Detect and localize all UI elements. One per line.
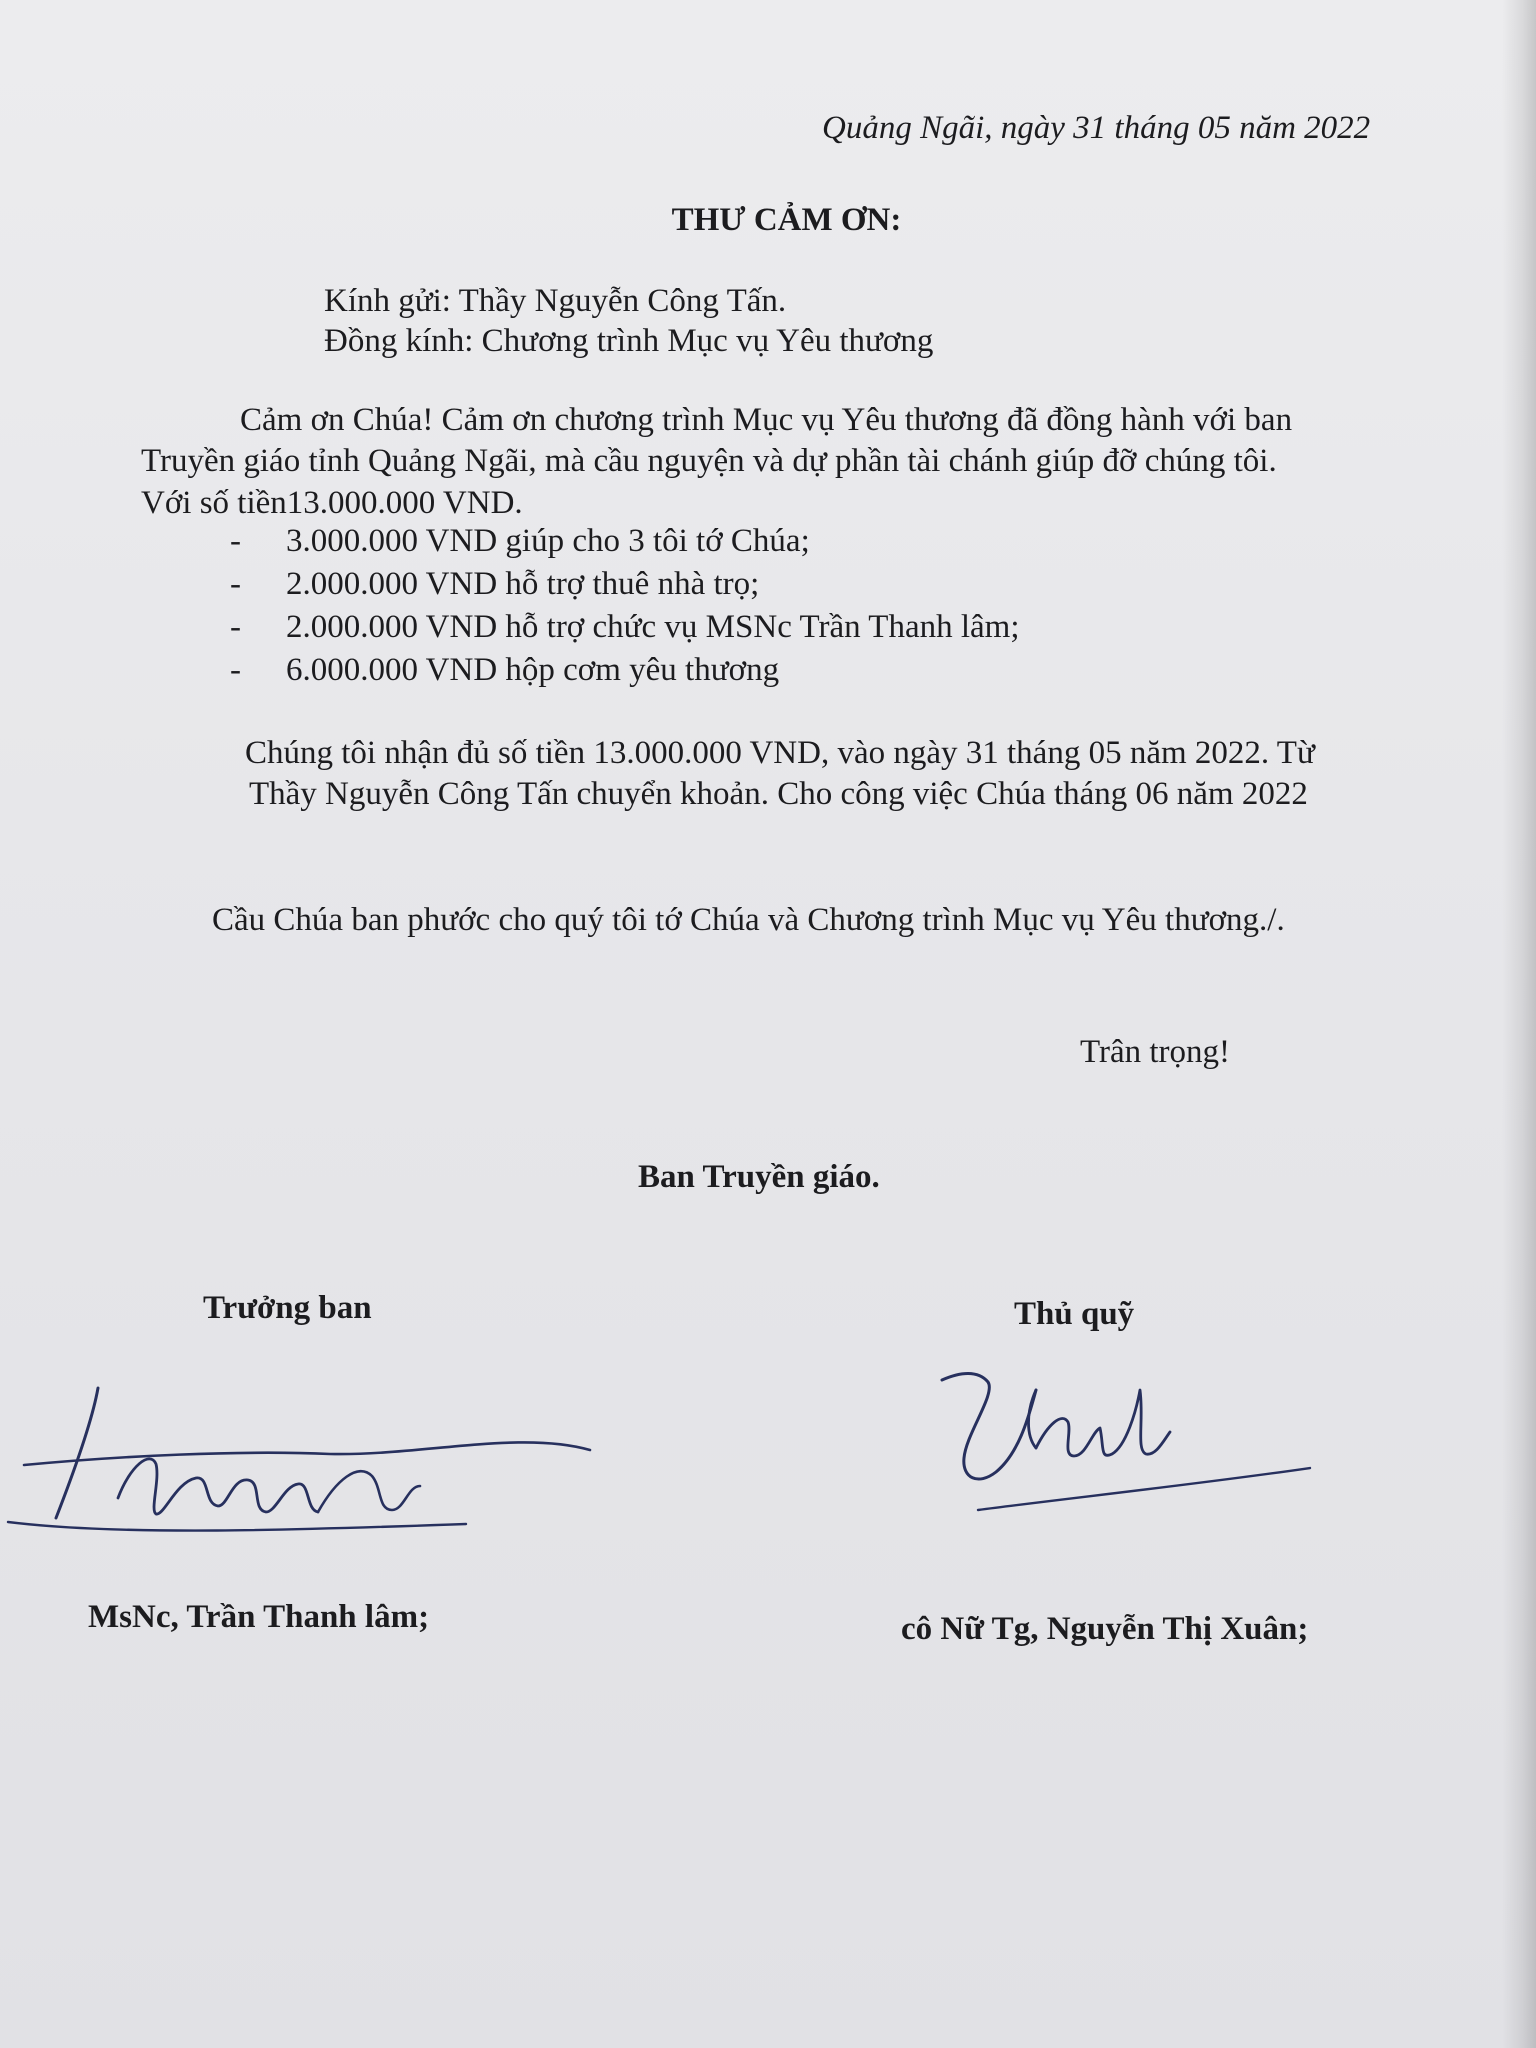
letter-title: THƯ CẢM ƠN: bbox=[671, 202, 902, 238]
left-signatory-name: MsNc, Trần Thanh lâm; bbox=[88, 1599, 430, 1635]
right-signatory-role: Thủ quỹ bbox=[1014, 1296, 1135, 1332]
body-paragraph-1-line-2: Truyền giáo tỉnh Quảng Ngãi, mà cầu nguyện và dự phần tài chánh giúp đỡ chúng tôi. bbox=[141, 443, 1277, 479]
list-marker: - bbox=[230, 652, 241, 688]
list-item-text: 2.000.000 VND hỗ trợ chức vụ MSNc Trần Thanh lâm; bbox=[286, 609, 1020, 645]
recipient-primary: Kính gửi: Thầy Nguyễn Công Tấn. bbox=[324, 283, 787, 319]
right-signature-icon bbox=[930, 1350, 1330, 1520]
date-line: Quảng Ngãi, ngày 31 tháng 05 năm 2022 bbox=[822, 110, 1371, 146]
organization-name: Ban Truyền giáo. bbox=[638, 1159, 880, 1195]
closing-line: Trân trọng! bbox=[1080, 1034, 1231, 1070]
list-item-text: 6.000.000 VND hộp cơm yêu thương bbox=[286, 652, 780, 688]
list-item-text: 2.000.000 VND hỗ trợ thuê nhà trọ; bbox=[286, 566, 760, 602]
recipient-secondary: Đồng kính: Chương trình Mục vụ Yêu thương bbox=[324, 323, 934, 359]
list-marker: - bbox=[230, 566, 241, 602]
right-signatory-name: cô Nữ Tg, Nguyễn Thị Xuân; bbox=[901, 1611, 1309, 1647]
body-paragraph-1-line-1: Cảm ơn Chúa! Cảm ơn chương trình Mục vụ Yêu thương đã đồng hành với ban bbox=[240, 402, 1293, 438]
blessing-line: Cầu Chúa ban phước cho quý tôi tớ Chúa và Chương trình Mục vụ Yêu thương./. bbox=[212, 902, 1285, 938]
list-marker: - bbox=[230, 609, 241, 645]
left-signatory-role: Trưởng ban bbox=[203, 1290, 372, 1326]
list-item-text: 3.000.000 VND giúp cho 3 tôi tớ Chúa; bbox=[286, 523, 810, 559]
body-paragraph-2-line-2: Thầy Nguyễn Công Tấn chuyển khoản. Cho công việc Chúa tháng 06 năm 2022 bbox=[249, 776, 1308, 812]
body-paragraph-1-line-3: Với số tiền13.000.000 VND. bbox=[141, 485, 523, 521]
list-marker: - bbox=[230, 523, 241, 559]
body-paragraph-2-line-1: Chúng tôi nhận đủ số tiền 13.000.000 VND, vào ngày 31 tháng 05 năm 2022. Từ bbox=[245, 735, 1315, 771]
page-edge-shadow bbox=[1502, 0, 1536, 2048]
left-signature-icon bbox=[0, 1370, 620, 1560]
